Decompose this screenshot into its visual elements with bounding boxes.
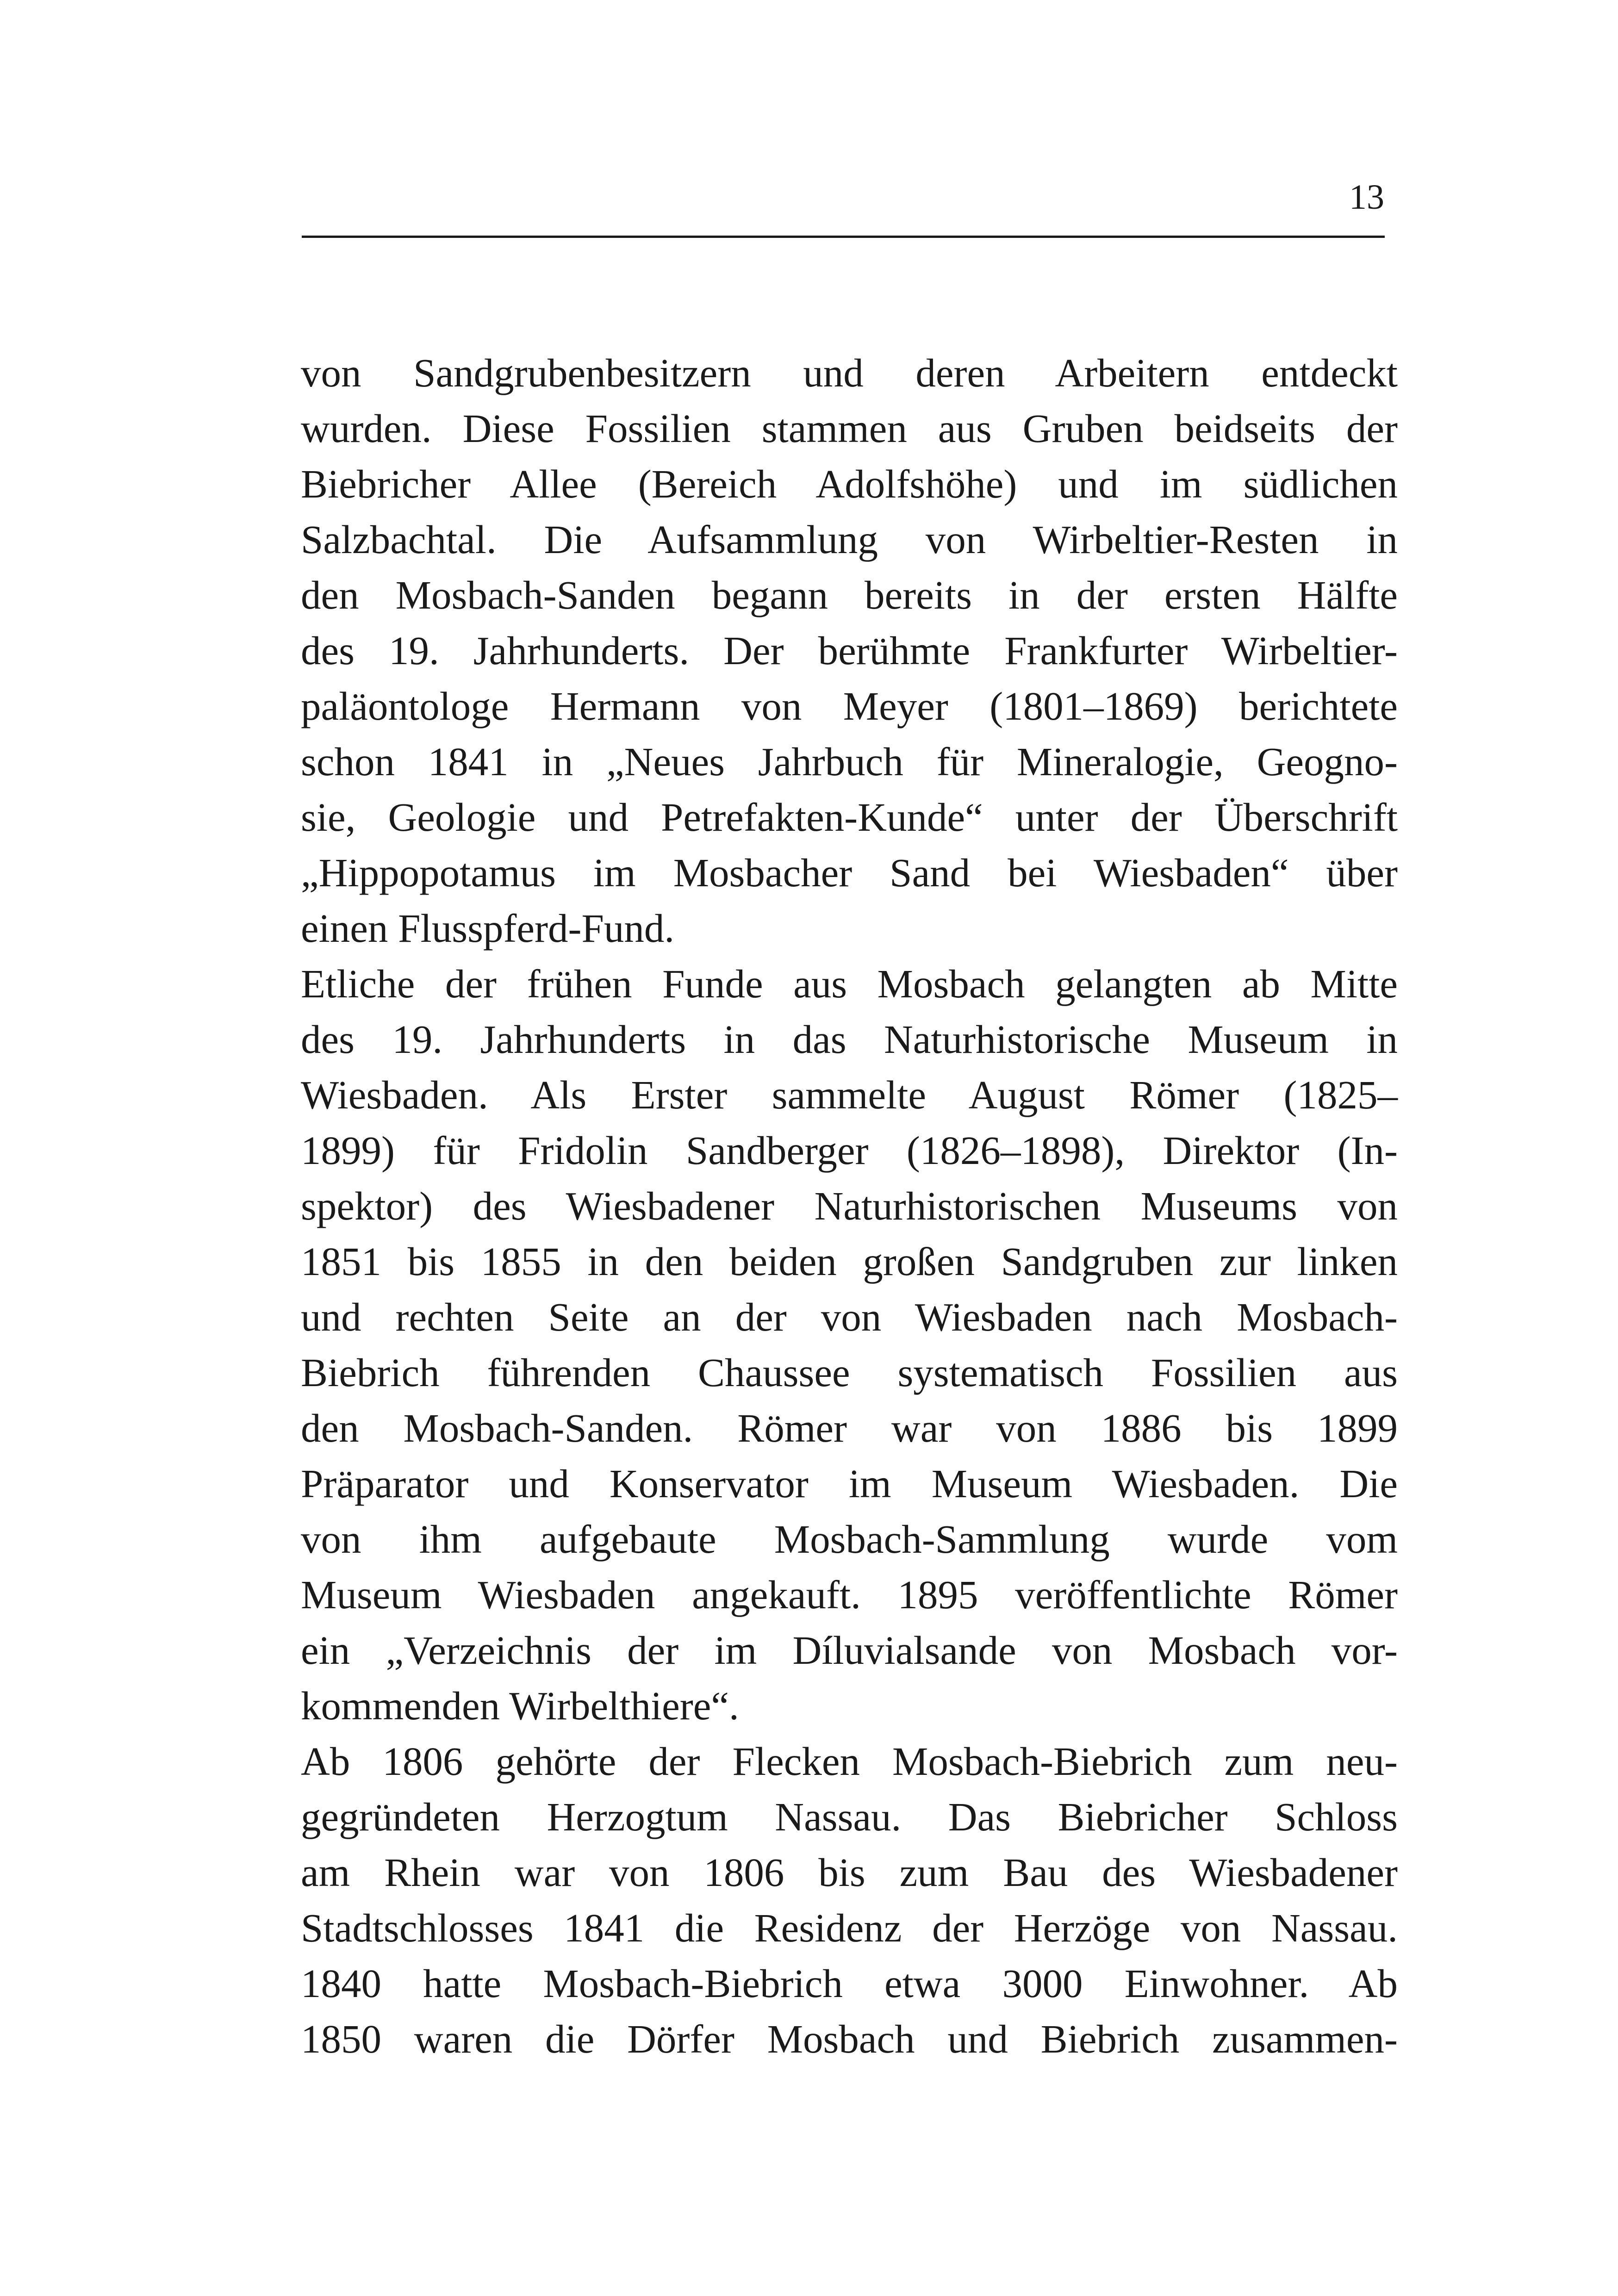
- text-line: gegründeten Herzogtum Nassau. Das Biebricher Schloss: [301, 1794, 1398, 1839]
- text-line: des 19. Jahrhunderts. Der berühmte Frankfurter Wirbeltier-: [301, 628, 1398, 673]
- text-line: von ihm aufgebaute Mosbach-Sammlung wurde vom: [301, 1517, 1398, 1562]
- text-line: kommenden Wirbelthiere“.: [301, 1683, 739, 1728]
- text-line: Salzbachtal. Die Aufsammlung von Wirbeltier-Resten in: [301, 517, 1398, 562]
- text-line: 1851 bis 1855 in den beiden großen Sandgruben zur linken: [301, 1239, 1398, 1284]
- text-line: schon 1841 in „Neues Jahrbuch für Mineralogie, Geogno-: [301, 739, 1398, 784]
- text-line: und rechten Seite an der von Wiesbaden nach Mosbach-: [301, 1294, 1398, 1339]
- text-line: 1899) für Fridolin Sandberger (1826–1898), Direktor (In-: [301, 1128, 1398, 1173]
- text-line: Präparator und Konservator im Museum Wiesbaden. Die: [301, 1461, 1398, 1506]
- text-line: Wiesbaden. Als Erster sammelte August Römer (1825–: [301, 1072, 1398, 1117]
- text-line: des 19. Jahrhunderts in das Naturhistorische Museum in: [301, 1017, 1398, 1062]
- text-line: ein „Verzeichnis der im Díluvialsande von Mosbach vor-: [301, 1628, 1398, 1673]
- text-line: 1840 hatte Mosbach-Biebrich etwa 3000 Einwohner. Ab: [301, 1961, 1398, 2006]
- text-line: wurden. Diese Fossilien stammen aus Gruben beidseits der: [301, 406, 1398, 451]
- text-line: Ab 1806 gehörte der Flecken Mosbach-Biebrich zum neu-: [301, 1739, 1398, 1784]
- text-line: den Mosbach-Sanden begann bereits in der ersten Hälfte: [301, 572, 1398, 617]
- text-line: sie, Geologie und Petrefakten-Kunde“ unter der Überschrift: [301, 795, 1398, 840]
- text-line: einen Flusspferd-Fund.: [301, 906, 675, 951]
- text-line: Biebricher Allee (Bereich Adolfshöhe) und im südlichen: [301, 461, 1398, 506]
- header-rule: [302, 236, 1385, 238]
- text-line: Biebrich führenden Chaussee systematisch Fossilien aus: [301, 1350, 1398, 1395]
- text-line: von Sandgrubenbesitzern und deren Arbeitern entdeckt: [301, 350, 1398, 395]
- text-line: spektor) des Wiesbadener Naturhistorischen Museums von: [301, 1183, 1398, 1228]
- page-number: 13: [1349, 178, 1384, 217]
- text-line: paläontologe Hermann von Meyer (1801–1869) berichtete: [301, 684, 1398, 728]
- body-text: [301, 345, 1398, 2067]
- text-line: Museum Wiesbaden angekauft. 1895 veröffentlichte Römer: [301, 1572, 1398, 1617]
- text-line: Stadtschlosses 1841 die Residenz der Herzöge von Nassau.: [301, 1905, 1398, 1950]
- text-line: „Hippopotamus im Mosbacher Sand bei Wiesbaden“ über: [301, 850, 1398, 895]
- text-line: am Rhein war von 1806 bis zum Bau des Wiesbadener: [301, 1850, 1398, 1895]
- text-line: 1850 waren die Dörfer Mosbach und Biebrich zusammen-: [301, 2016, 1398, 2061]
- text-line: Etliche der frühen Funde aus Mosbach gelangten ab Mitte: [301, 961, 1398, 1006]
- text-line: den Mosbach-Sanden. Römer war von 1886 bis 1899: [301, 1406, 1398, 1450]
